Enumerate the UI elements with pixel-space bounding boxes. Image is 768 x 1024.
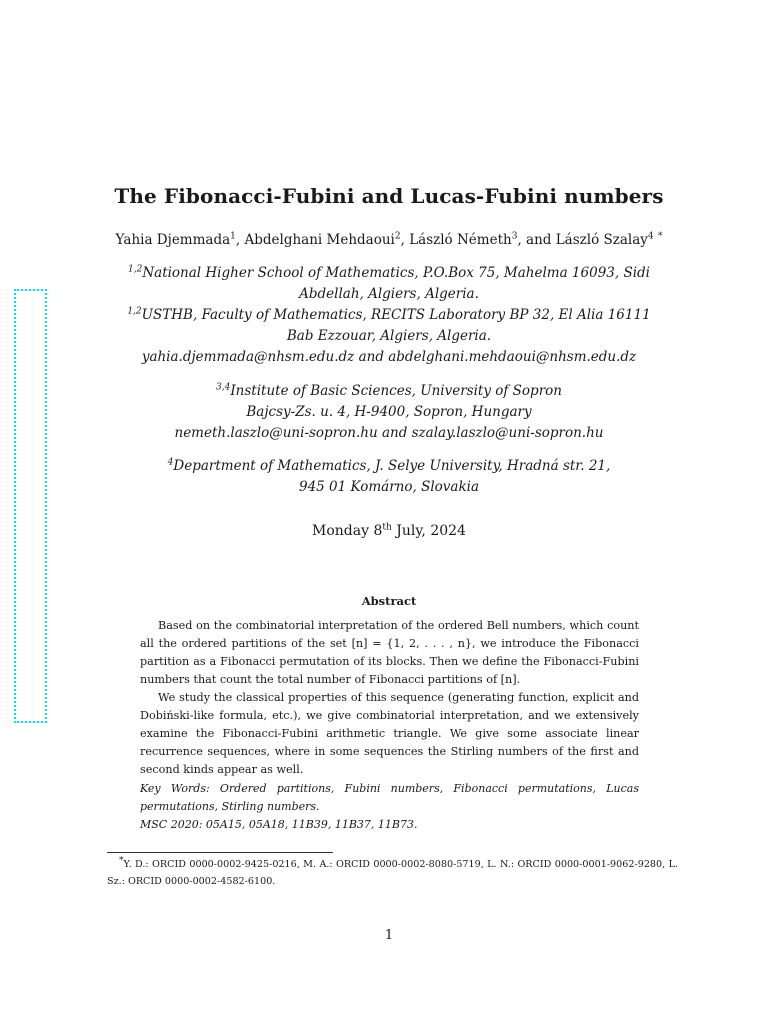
author-sup: 1 — [230, 231, 236, 242]
email-line: yahia.djemmada@nhsm.edu.dz and abdelghani.mehdaoui@nhsm.edu.dz — [141, 349, 637, 365]
author-name: Abdelghani Mehdaoui — [244, 232, 395, 248]
affiliation-sup: 3,4 — [216, 382, 231, 393]
affiliation-line: Bajcsy-Zs. u. 4, H-9400, Sopron, Hungary — [246, 404, 532, 420]
footnote-rule — [107, 852, 333, 853]
affiliation-3 — [100, 381, 678, 444]
affiliation-sup: 1,2 — [128, 264, 143, 275]
author-sup: 3 — [511, 231, 518, 242]
msc-codes: MSC 2020: 05A15, 05A18, 11B39, 11B37, 11B73. — [140, 818, 418, 831]
affiliation-4 — [100, 456, 678, 498]
affiliation-sup: 4 — [167, 457, 174, 468]
affiliation-line: Bab Ezzouar, Algiers, Algeria. — [286, 328, 492, 344]
affiliation-line: Abdellah, Algiers, Algeria. — [299, 286, 479, 302]
affiliation-line: Department of Mathematics, J. Selye University, Hradná str. 21, — [173, 458, 611, 474]
author-list — [0, 232, 768, 248]
affiliation-line: National Higher School of Mathematics, P.O.Box 75, Mahelma 16093, Sidi — [142, 265, 650, 281]
affiliation-line: USTHB, Faculty of Mathematics, RECITS Laboratory BP 32, El Alia 16111 — [141, 307, 651, 323]
author-sep: , — [235, 232, 245, 248]
abstract-paragraph: Based on the combinatorial interpretation of the ordered Bell numbers, which count all the ordered partitions of the set [n] = {1, 2, . . . , n}, we introduce the Fibonacci partition as a Fibonacci permutation of its blocks. Then we define the Fibonacci-Fubini numbers that count the total number of Fibonacci partitions of [n]. — [140, 619, 639, 686]
affiliation-2 — [100, 305, 678, 368]
keywords: Key Words: Ordered partitions, Fubini numbers, Fibonacci permutations, Lucas permutations, Stirling numbers. — [140, 782, 639, 813]
author-name: Yahia Djemmada — [115, 232, 231, 248]
author-sup: 2 — [394, 231, 401, 242]
footnote-text: Y. D.: ORCID 0000-0002-9425-0216, M. A.: ORCID 0000-0002-8080-5719, L. N.: ORCID 0000-0001-9062-9280, L. Sz.: ORCID 0000-0002-4582-6100. — [107, 859, 678, 887]
paper-title: The Fibonacci-Fubini and Lucas-Fubini numbers — [114, 184, 664, 208]
abstract-paragraph: We study the classical properties of this sequence (generating function, explicit and Dobiński-like formula, etc.), we give combinatorial interpretation, and we extensively examine the Fibonacci-Fubini arithmetic triangle. We give some associate linear recurrence sequences, where in some sequences the Stirling numbers of the first and second kinds appear as well. — [140, 691, 639, 776]
footnote-mark: * — [119, 855, 124, 866]
abstract-body — [140, 617, 639, 779]
affiliation-1 — [100, 263, 678, 305]
footnote — [107, 856, 678, 890]
author-sep: , — [400, 232, 410, 248]
author-name: László Szalay — [555, 232, 648, 248]
page-number: 1 — [384, 928, 394, 943]
author-name: László Németh — [409, 232, 512, 248]
paper-date — [0, 523, 768, 539]
email-line: nemeth.laszlo@uni-sopron.hu and szalay.laszlo@uni-sopron.hu — [174, 425, 604, 441]
affiliation-sup: 1,2 — [127, 306, 142, 317]
affiliation-line: 945 01 Komárno, Slovakia — [298, 479, 479, 495]
abstract-heading: Abstract — [361, 594, 417, 608]
affiliation-line: Institute of Basic Sciences, University of Sopron — [230, 383, 562, 399]
author-sup: 4 — [647, 231, 654, 242]
margin-selection-box — [14, 289, 47, 723]
author-footnote-star: * — [657, 231, 663, 242]
date-sup: th — [382, 522, 392, 533]
author-sep: , and — [517, 232, 556, 248]
date-day: Monday 8 — [312, 523, 383, 539]
date-rest: July, 2024 — [391, 523, 466, 539]
